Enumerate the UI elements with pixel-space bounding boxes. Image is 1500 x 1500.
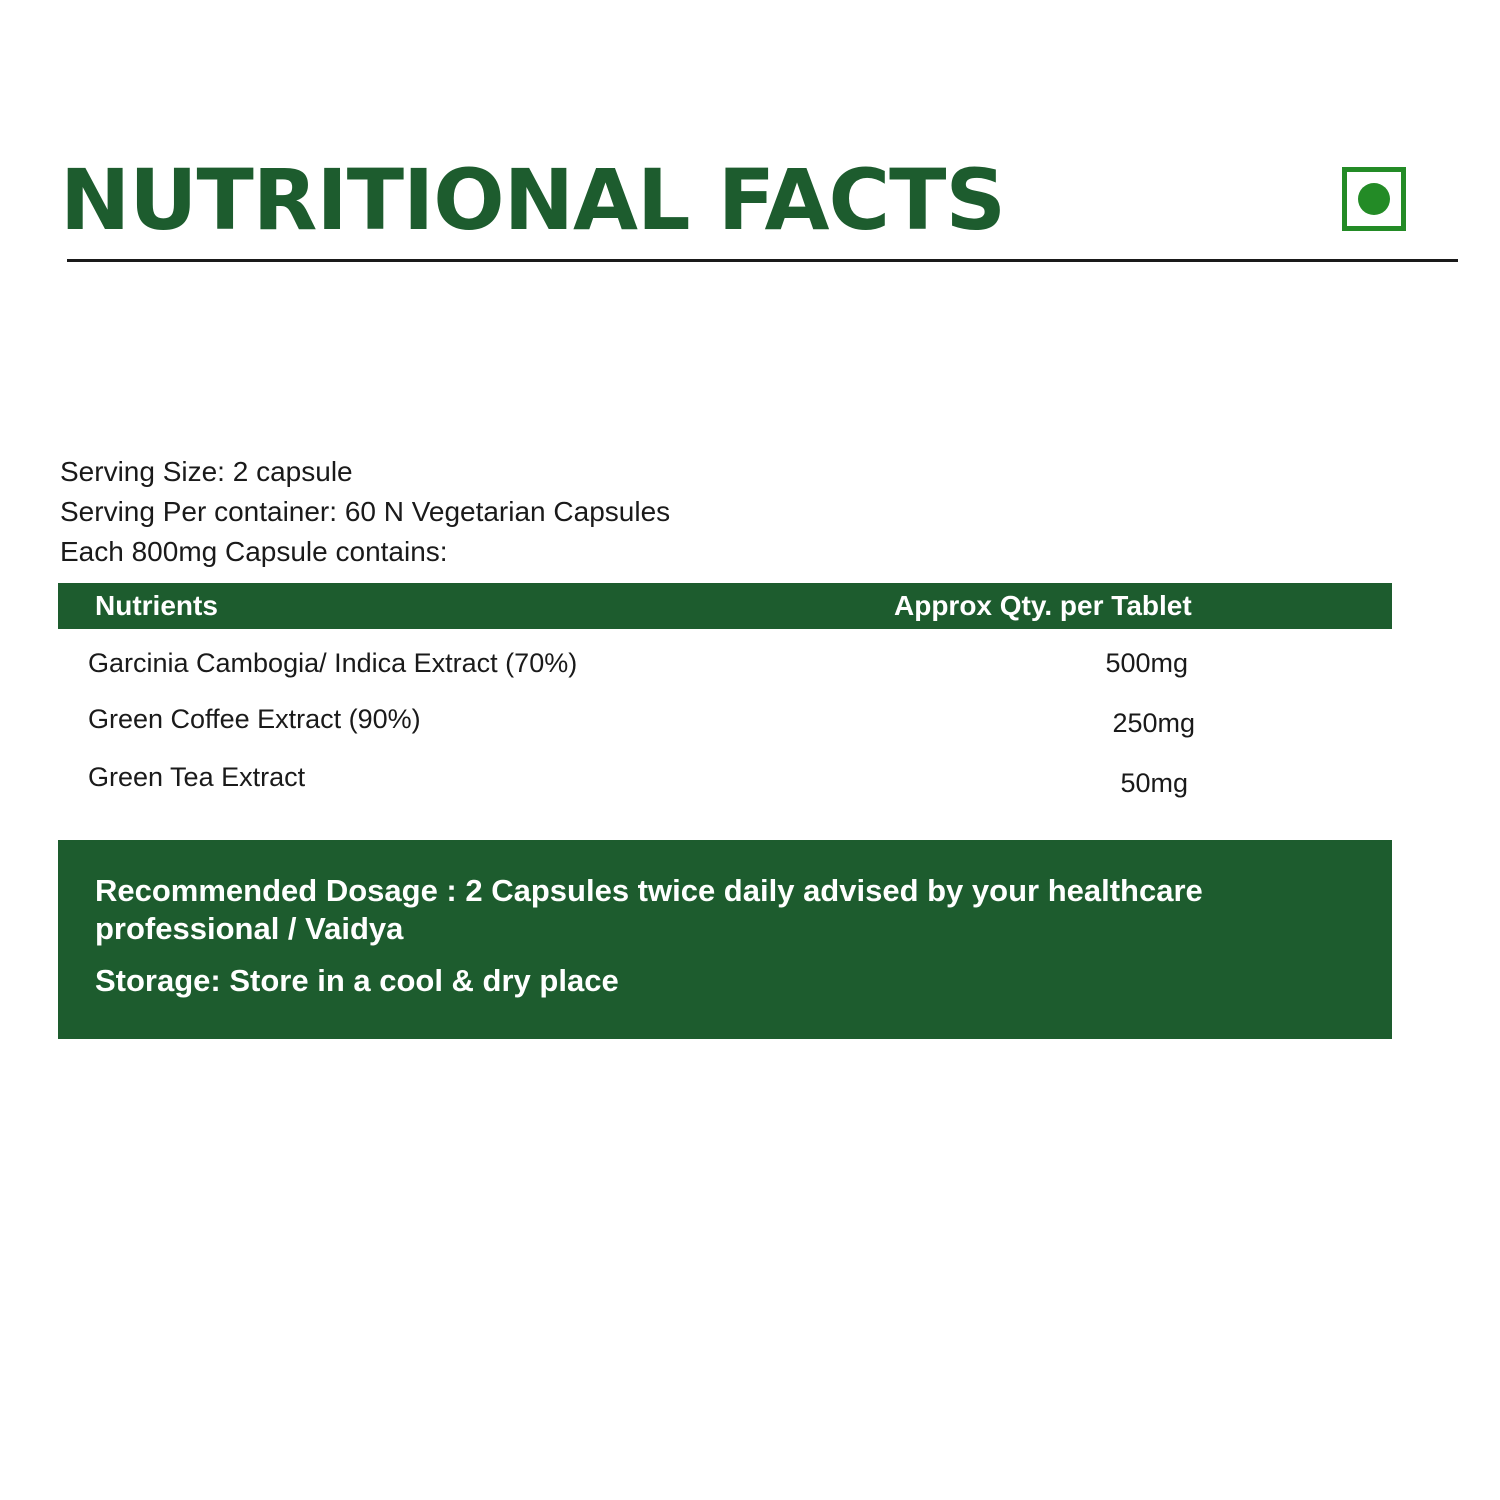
header-nutrients: Nutrients	[95, 590, 218, 621]
capsule-contains: Each 800mg Capsule contains:	[60, 536, 448, 567]
nutrient-quantity: 250mg	[1112, 708, 1195, 738]
table-row	[58, 643, 1392, 683]
nutrient-name: Garcinia Cambogia/ Indica Extract (70%)	[88, 648, 578, 678]
dosage-storage-box	[58, 840, 1392, 1039]
title-divider	[67, 259, 1458, 262]
serving-size: Serving Size: 2 capsule	[60, 456, 353, 487]
header-quantity: Approx Qty. per Tablet	[894, 590, 1192, 621]
nutrient-quantity: 50mg	[1120, 768, 1188, 798]
nutrient-name: Green Tea Extract	[88, 762, 306, 792]
storage-instructions: Storage: Store in a cool & dry place	[95, 963, 619, 998]
nutrients-table	[58, 583, 1392, 798]
vegetarian-mark-dot	[1358, 183, 1390, 215]
vegetarian-mark-icon	[1342, 167, 1406, 231]
recommended-dosage: Recommended Dosage : 2 Capsules twice daily advised by your healthcare professional / Vaidya	[95, 873, 1203, 946]
nutrient-quantity: 500mg	[1105, 648, 1188, 678]
table-header	[58, 583, 1392, 629]
table-row	[58, 699, 1392, 739]
nutrient-name: Green Coffee Extract (90%)	[88, 704, 421, 734]
serving-info	[60, 452, 1060, 572]
page-title: NUTRITIONAL FACTS	[60, 151, 1005, 249]
serving-per-container: Serving Per container: 60 N Vegetarian Capsules	[60, 496, 671, 527]
table-row	[58, 757, 1392, 797]
